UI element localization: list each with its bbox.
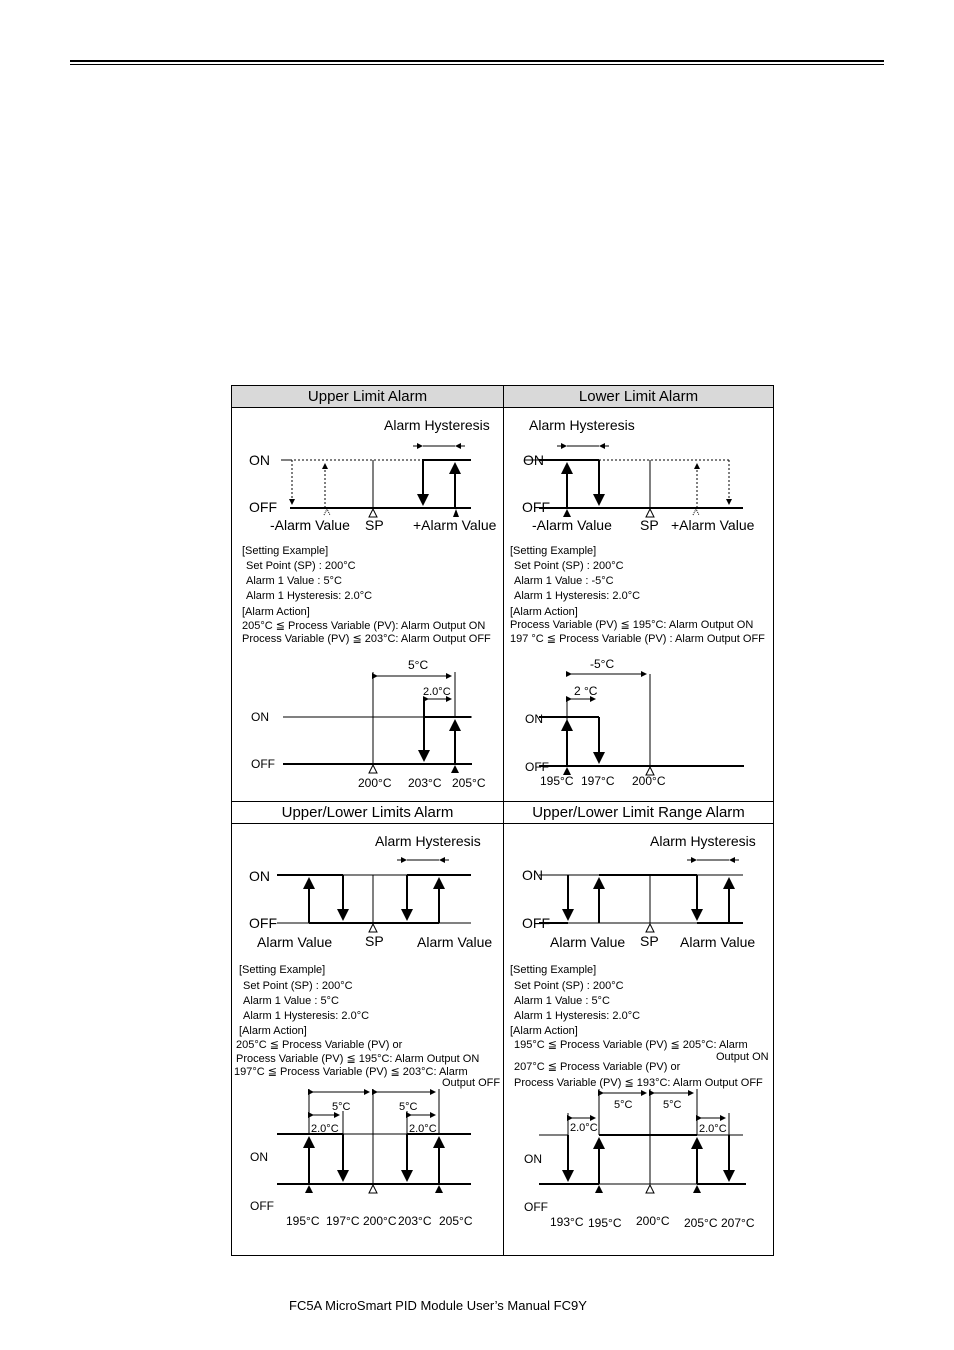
tick-label: 193°C xyxy=(550,1215,584,1229)
panel-upper-lower-limits xyxy=(232,823,503,1255)
off-label: OFF xyxy=(522,499,550,515)
ex-on-label: ON xyxy=(525,712,543,726)
dim-label: 2.0°C xyxy=(423,686,451,698)
action-line: 197°C ≦ Process Variable (PV) ≦ 203°C: Alarm xyxy=(234,1066,468,1078)
page-footer: FC5A MicroSmart PID Module User’s Manual FC9Y xyxy=(289,1298,587,1313)
tick-label: 195°C xyxy=(540,774,574,788)
upper-alarm-value-label: Alarm Value xyxy=(417,934,493,950)
tick-label: 205°C xyxy=(684,1216,718,1230)
setting-title: [Setting Example] xyxy=(510,545,597,557)
tick-label: 197°C xyxy=(326,1214,360,1228)
dim-label: -5°C xyxy=(590,657,615,671)
setting-line: Alarm 1 Value : 5°C xyxy=(243,995,339,1007)
neg-alarm-value-label: -Alarm Value xyxy=(270,517,350,533)
ex-off-label: OFF xyxy=(251,757,275,771)
header-rule-thin xyxy=(70,64,884,65)
action-line: 195°C ≦ Process Variable (PV) ≦ 205°C: Alarm xyxy=(514,1039,748,1051)
ex-off-label: OFF xyxy=(525,760,549,774)
tick-label: 200°C xyxy=(636,1214,670,1228)
action-line: Output ON xyxy=(716,1051,769,1063)
action-title: [Alarm Action] xyxy=(510,1025,578,1037)
tick-label: 200°C xyxy=(363,1214,397,1228)
tick-label: 205°C xyxy=(439,1214,473,1228)
setting-line: Set Point (SP) : 200°C xyxy=(243,980,353,992)
dim-label: 2.0°C xyxy=(699,1123,727,1135)
header-rule-thick xyxy=(70,60,884,62)
neg-alarm-value-label: -Alarm Value xyxy=(532,517,612,533)
sp-label: SP xyxy=(640,933,659,949)
hysteresis-label: Alarm Hysteresis xyxy=(650,833,756,849)
tick-label: 203°C xyxy=(398,1214,432,1228)
panel-title-range: Upper/Lower Limit Range Alarm xyxy=(504,801,773,824)
dim-label: 2.0°C xyxy=(409,1123,437,1135)
pos-alarm-value-label: +Alarm Value xyxy=(671,517,755,533)
tick-label: 195°C xyxy=(286,1214,320,1228)
setting-line: Alarm 1 Value : 5°C xyxy=(246,575,342,587)
lower-alarm-value-label: Alarm Value xyxy=(257,934,333,950)
tick-label: 200°C xyxy=(358,776,392,790)
dim-label: 5°C xyxy=(399,1101,418,1113)
action-line: 205°C ≦ Process Variable (PV): Alarm Output ON xyxy=(242,620,486,632)
action-title: [Alarm Action] xyxy=(242,606,310,618)
setting-line: Alarm 1 Value : -5°C xyxy=(514,575,614,587)
action-line: 197 °C ≦ Process Variable (PV) : Alarm Output OFF xyxy=(510,633,765,645)
ex-on-label: ON xyxy=(251,710,269,724)
action-line: Output OFF xyxy=(442,1077,501,1089)
panel-upper-limit xyxy=(232,408,503,798)
dim-label: 2.0°C xyxy=(311,1123,339,1135)
ex-on-label: ON xyxy=(250,1150,268,1164)
setting-line: Alarm 1 Hysteresis: 2.0°C xyxy=(246,590,373,602)
action-line: Process Variable (PV) ≦ 195°C: Alarm Output ON xyxy=(236,1053,480,1065)
hysteresis-label: Alarm Hysteresis xyxy=(375,833,481,849)
setting-line: Alarm 1 Value : 5°C xyxy=(514,995,610,1007)
dim-label: 5°C xyxy=(332,1101,351,1113)
tick-label: 207°C xyxy=(721,1216,755,1230)
setting-line: Alarm 1 Hysteresis: 2.0°C xyxy=(243,1010,370,1022)
upper-alarm-value-label: Alarm Value xyxy=(680,934,756,950)
upper-limit-diagrams xyxy=(232,408,503,800)
on-label: ON xyxy=(249,452,270,468)
setting-line: Alarm 1 Hysteresis: 2.0°C xyxy=(514,1010,641,1022)
lower-limit-diagrams xyxy=(504,408,775,800)
off-label: OFF xyxy=(522,915,550,931)
action-line: Process Variable (PV) ≦ 193°C: Alarm Output OFF xyxy=(514,1077,763,1089)
dim-label: 5°C xyxy=(663,1099,682,1111)
panel-title-upper-limit: Upper Limit Alarm xyxy=(232,386,503,408)
setting-line: Alarm 1 Hysteresis: 2.0°C xyxy=(514,590,641,602)
alarm-types-table xyxy=(231,385,774,1256)
setting-title: [Setting Example] xyxy=(242,545,329,557)
tick-label: 197°C xyxy=(581,774,615,788)
setting-line: Set Point (SP) : 200°C xyxy=(514,560,624,572)
panel-range xyxy=(504,823,775,1255)
action-line: Process Variable (PV) ≦ 203°C: Alarm Output OFF xyxy=(242,633,491,645)
hysteresis-label: Alarm Hysteresis xyxy=(384,417,490,433)
sp-label: SP xyxy=(365,933,384,949)
panel-title-lower-limit: Lower Limit Alarm xyxy=(504,386,773,408)
action-line: 205°C ≦ Process Variable (PV) or xyxy=(236,1039,403,1051)
hysteresis-label: Alarm Hysteresis xyxy=(529,417,635,433)
ex-off-label: OFF xyxy=(250,1199,274,1213)
tick-label: 200°C xyxy=(632,774,666,788)
dim-label: 2 °C xyxy=(574,684,598,698)
setting-title: [Setting Example] xyxy=(510,964,597,976)
on-label: ON xyxy=(523,452,544,468)
setting-title: [Setting Example] xyxy=(239,964,326,976)
panel-lower-limit xyxy=(504,408,775,798)
pos-alarm-value-label: +Alarm Value xyxy=(413,517,497,533)
setting-line: Set Point (SP) : 200°C xyxy=(514,980,624,992)
lower-alarm-value-label: Alarm Value xyxy=(550,934,626,950)
tick-label: 205°C xyxy=(452,776,486,790)
setting-line: Set Point (SP) : 200°C xyxy=(246,560,356,572)
tick-label: 203°C xyxy=(408,776,442,790)
ex-off-label: OFF xyxy=(524,1200,548,1214)
on-label: ON xyxy=(522,867,543,883)
action-line: 207°C ≦ Process Variable (PV) or xyxy=(514,1061,681,1073)
off-label: OFF xyxy=(249,499,277,515)
dim-label: 2.0°C xyxy=(570,1122,598,1134)
tick-label: 195°C xyxy=(588,1216,622,1230)
off-label: OFF xyxy=(249,915,277,931)
ex-on-label: ON xyxy=(524,1152,542,1166)
action-title: [Alarm Action] xyxy=(239,1025,307,1037)
on-label: ON xyxy=(249,868,270,884)
sp-label: SP xyxy=(365,517,384,533)
action-line: Process Variable (PV) ≦ 195°C: Alarm Output ON xyxy=(510,619,754,631)
sp-label: SP xyxy=(640,517,659,533)
panel-title-upper-lower-limits: Upper/Lower Limits Alarm xyxy=(232,801,503,824)
dim-label: 5°C xyxy=(408,658,429,672)
dim-label: 5°C xyxy=(614,1099,633,1111)
action-title: [Alarm Action] xyxy=(510,606,578,618)
